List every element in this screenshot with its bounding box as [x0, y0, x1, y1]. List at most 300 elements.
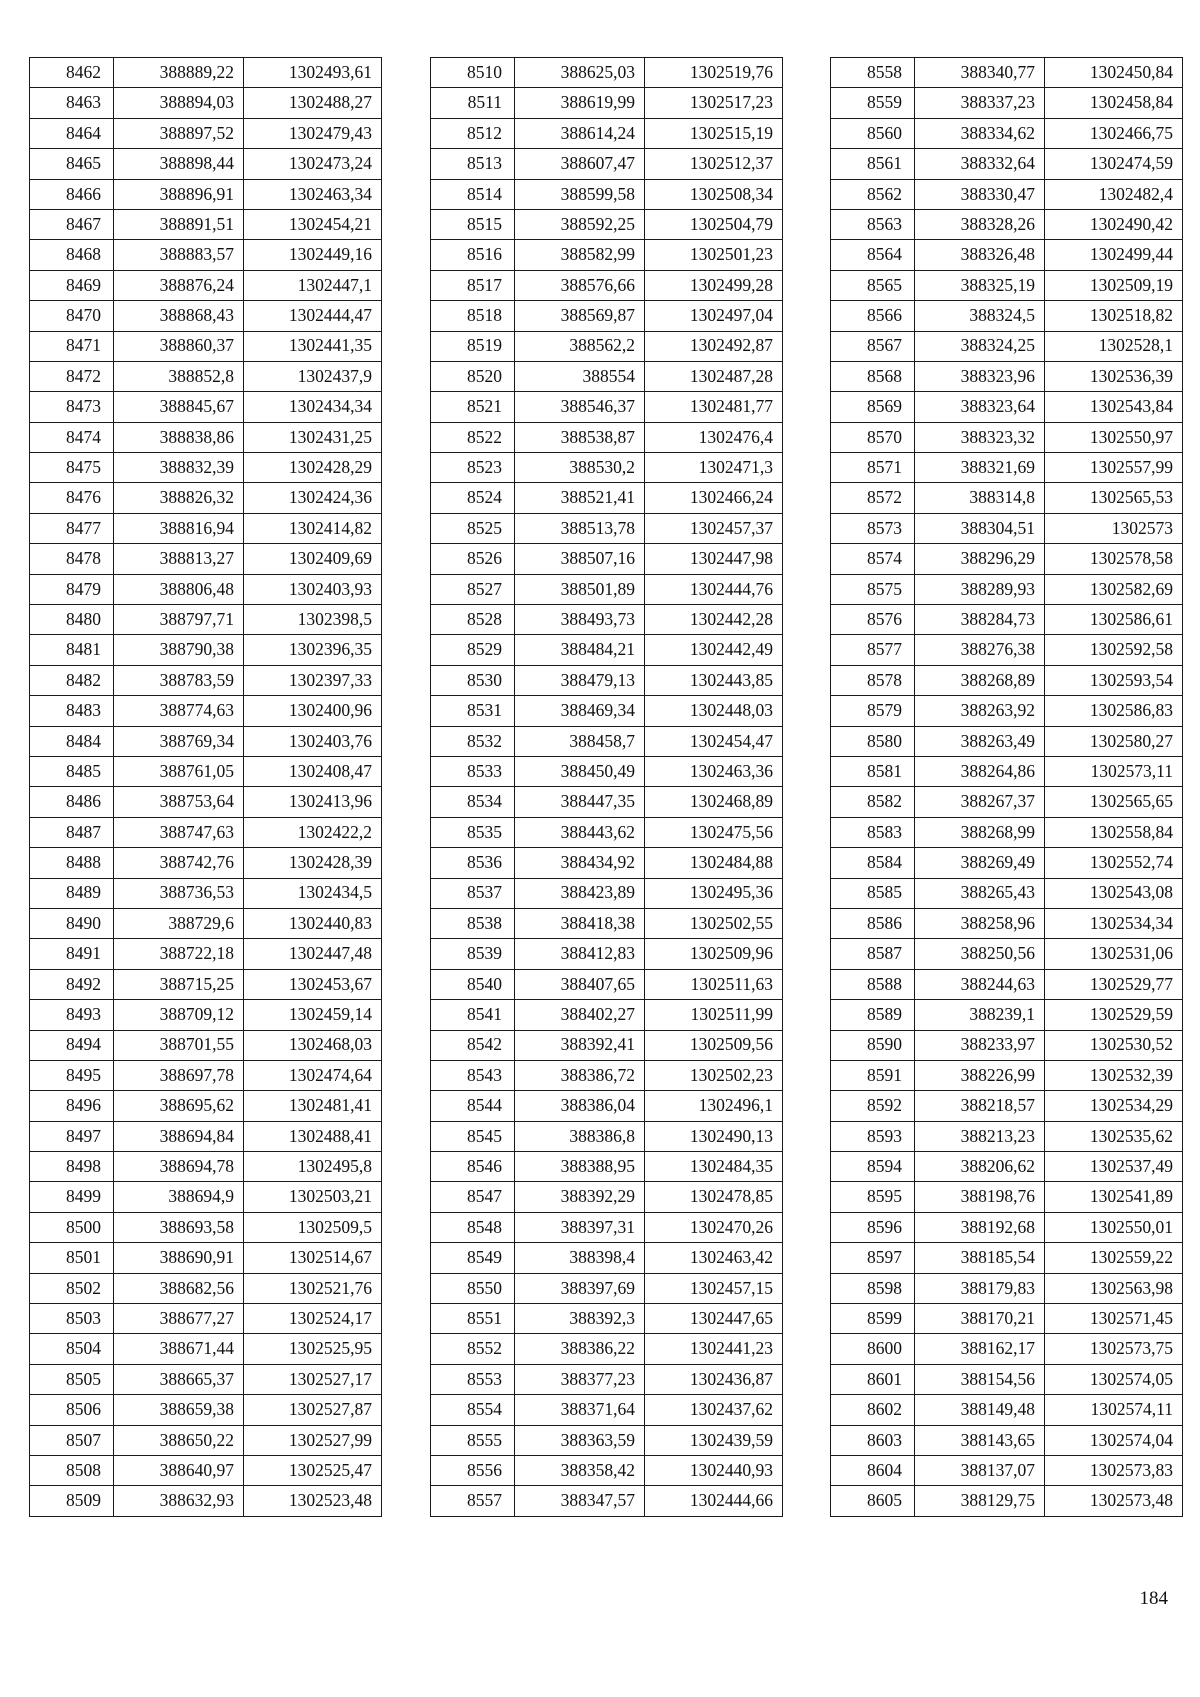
y-coordinate-cell: 1302424,36: [244, 483, 382, 513]
point-id-cell: 8535: [431, 817, 515, 847]
table-row: [431, 58, 783, 88]
table-row: [831, 1243, 1183, 1273]
table-row: [831, 726, 1183, 756]
y-coordinate-cell: 1302450,84: [1045, 58, 1183, 88]
point-id-cell: 8495: [30, 1060, 114, 1090]
y-coordinate-cell: 1302447,48: [244, 939, 382, 969]
y-coordinate-cell: 1302474,64: [244, 1060, 382, 1090]
y-coordinate-cell: 1302409,69: [244, 544, 382, 574]
point-id-cell: 8539: [431, 939, 515, 969]
x-coordinate-cell: 388650,22: [114, 1425, 244, 1455]
y-coordinate-cell: 1302573,75: [1045, 1334, 1183, 1364]
table-row: [431, 1334, 783, 1364]
table-row: [431, 726, 783, 756]
y-coordinate-cell: 1302490,42: [1045, 209, 1183, 239]
table-row: [831, 1425, 1183, 1455]
y-coordinate-cell: 1302487,28: [645, 361, 783, 391]
x-coordinate-cell: 388530,2: [515, 453, 645, 483]
x-coordinate-cell: 388377,23: [515, 1364, 645, 1394]
x-coordinate-cell: 388697,78: [114, 1060, 244, 1090]
point-id-cell: 8463: [30, 88, 114, 118]
table-row: [30, 513, 382, 543]
y-coordinate-cell: 1302517,23: [645, 88, 783, 118]
y-coordinate-cell: 1302428,29: [244, 453, 382, 483]
y-coordinate-cell: 1302543,84: [1045, 392, 1183, 422]
table-row: [831, 453, 1183, 483]
point-id-cell: 8475: [30, 453, 114, 483]
table-row: [831, 1273, 1183, 1303]
table-row: [831, 422, 1183, 452]
point-id-cell: 8527: [431, 574, 515, 604]
point-id-cell: 8519: [431, 331, 515, 361]
x-coordinate-cell: 388206,62: [915, 1152, 1045, 1182]
point-id-cell: 8497: [30, 1121, 114, 1151]
y-coordinate-cell: 1302457,37: [645, 513, 783, 543]
x-coordinate-cell: 388324,5: [915, 301, 1045, 331]
table-row: [30, 209, 382, 239]
point-id-cell: 8562: [831, 179, 915, 209]
point-id-cell: 8468: [30, 240, 114, 270]
y-coordinate-cell: 1302578,58: [1045, 544, 1183, 574]
table-row: [431, 817, 783, 847]
y-coordinate-cell: 1302509,19: [1045, 270, 1183, 300]
x-coordinate-cell: 388701,55: [114, 1030, 244, 1060]
y-coordinate-cell: 1302574,05: [1045, 1364, 1183, 1394]
table-row: [431, 1304, 783, 1334]
x-coordinate-cell: 388694,78: [114, 1152, 244, 1182]
y-coordinate-cell: 1302479,43: [244, 118, 382, 148]
x-coordinate-cell: 388198,76: [915, 1182, 1045, 1212]
table-row: [30, 1000, 382, 1030]
table-row: [831, 331, 1183, 361]
y-coordinate-cell: 1302397,33: [244, 665, 382, 695]
point-id-cell: 8584: [831, 848, 915, 878]
table-row: [431, 635, 783, 665]
table-row: [431, 1243, 783, 1273]
y-coordinate-cell: 1302511,99: [645, 1000, 783, 1030]
point-id-cell: 8471: [30, 331, 114, 361]
point-id-cell: 8522: [431, 422, 515, 452]
y-coordinate-cell: 1302586,83: [1045, 696, 1183, 726]
x-coordinate-cell: 388218,57: [915, 1091, 1045, 1121]
y-coordinate-cell: 1302444,66: [645, 1486, 783, 1516]
table-row: [30, 1395, 382, 1425]
point-id-cell: 8504: [30, 1334, 114, 1364]
point-id-cell: 8555: [431, 1425, 515, 1455]
table-row: [431, 787, 783, 817]
y-coordinate-cell: 1302454,21: [244, 209, 382, 239]
point-id-cell: 8526: [431, 544, 515, 574]
table-row: [431, 969, 783, 999]
x-coordinate-cell: 388179,83: [915, 1273, 1045, 1303]
y-coordinate-cell: 1302468,89: [645, 787, 783, 817]
table-row: [431, 1273, 783, 1303]
y-coordinate-cell: 1302501,23: [645, 240, 783, 270]
table-row: [431, 1121, 783, 1151]
table-row: [30, 422, 382, 452]
x-coordinate-cell: 388162,17: [915, 1334, 1045, 1364]
table-row: [831, 605, 1183, 635]
table-row: [30, 58, 382, 88]
y-coordinate-cell: 1302463,36: [645, 756, 783, 786]
point-id-cell: 8498: [30, 1152, 114, 1182]
point-id-cell: 8590: [831, 1030, 915, 1060]
x-coordinate-cell: 388398,4: [515, 1243, 645, 1273]
y-coordinate-cell: 1302442,28: [645, 605, 783, 635]
x-coordinate-cell: 388458,7: [515, 726, 645, 756]
y-coordinate-cell: 1302559,22: [1045, 1243, 1183, 1273]
table-row: [831, 118, 1183, 148]
y-coordinate-cell: 1302396,35: [244, 635, 382, 665]
x-coordinate-cell: 388332,64: [915, 149, 1045, 179]
y-coordinate-cell: 1302440,93: [645, 1455, 783, 1485]
table-row: [431, 544, 783, 574]
table-row: [30, 544, 382, 574]
x-coordinate-cell: 388423,89: [515, 878, 645, 908]
table-row: [30, 1273, 382, 1303]
y-coordinate-cell: 1302519,76: [645, 58, 783, 88]
x-coordinate-cell: 388263,92: [915, 696, 1045, 726]
point-id-cell: 8513: [431, 149, 515, 179]
point-id-cell: 8473: [30, 392, 114, 422]
y-coordinate-cell: 1302530,52: [1045, 1030, 1183, 1060]
table-row: [431, 1091, 783, 1121]
y-coordinate-cell: 1302448,03: [645, 696, 783, 726]
table-row: [30, 969, 382, 999]
y-coordinate-cell: 1302541,89: [1045, 1182, 1183, 1212]
table-row: [431, 908, 783, 938]
table-row: [30, 665, 382, 695]
y-coordinate-cell: 1302431,25: [244, 422, 382, 452]
x-coordinate-cell: 388690,91: [114, 1243, 244, 1273]
x-coordinate-cell: 388695,62: [114, 1091, 244, 1121]
y-coordinate-cell: 1302527,87: [244, 1395, 382, 1425]
table-row: [831, 58, 1183, 88]
x-coordinate-cell: 388334,62: [915, 118, 1045, 148]
y-coordinate-cell: 1302497,04: [645, 301, 783, 331]
point-id-cell: 8570: [831, 422, 915, 452]
y-coordinate-cell: 1302550,01: [1045, 1212, 1183, 1242]
y-coordinate-cell: 1302488,41: [244, 1121, 382, 1151]
point-id-cell: 8541: [431, 1000, 515, 1030]
point-id-cell: 8588: [831, 969, 915, 999]
point-id-cell: 8493: [30, 1000, 114, 1030]
y-coordinate-cell: 1302481,41: [244, 1091, 382, 1121]
table-row: [831, 361, 1183, 391]
table-row: [30, 878, 382, 908]
x-coordinate-cell: 388659,38: [114, 1395, 244, 1425]
point-id-cell: 8480: [30, 605, 114, 635]
x-coordinate-cell: 388328,26: [915, 209, 1045, 239]
y-coordinate-cell: 1302573: [1045, 513, 1183, 543]
x-coordinate-cell: 388267,37: [915, 787, 1045, 817]
y-coordinate-cell: 1302428,39: [244, 848, 382, 878]
point-id-cell: 8510: [431, 58, 515, 88]
y-coordinate-cell: 1302592,58: [1045, 635, 1183, 665]
point-id-cell: 8572: [831, 483, 915, 513]
x-coordinate-cell: 388479,13: [515, 665, 645, 695]
y-coordinate-cell: 1302509,56: [645, 1030, 783, 1060]
y-coordinate-cell: 1302511,63: [645, 969, 783, 999]
y-coordinate-cell: 1302473,24: [244, 149, 382, 179]
table-row: [831, 88, 1183, 118]
x-coordinate-cell: 388845,67: [114, 392, 244, 422]
x-coordinate-cell: 388407,65: [515, 969, 645, 999]
point-id-cell: 8550: [431, 1273, 515, 1303]
point-id-cell: 8520: [431, 361, 515, 391]
y-coordinate-cell: 1302481,77: [645, 392, 783, 422]
point-id-cell: 8565: [831, 270, 915, 300]
x-coordinate-cell: 388412,83: [515, 939, 645, 969]
y-coordinate-cell: 1302571,45: [1045, 1304, 1183, 1334]
table-row: [30, 908, 382, 938]
table-row: [431, 1395, 783, 1425]
table-row: [831, 1000, 1183, 1030]
x-coordinate-cell: 388682,56: [114, 1273, 244, 1303]
y-coordinate-cell: 1302509,96: [645, 939, 783, 969]
x-coordinate-cell: 388392,29: [515, 1182, 645, 1212]
table-row: [831, 756, 1183, 786]
y-coordinate-cell: 1302537,49: [1045, 1152, 1183, 1182]
table-row: [831, 1455, 1183, 1485]
y-coordinate-cell: 1302499,44: [1045, 240, 1183, 270]
y-coordinate-cell: 1302457,15: [645, 1273, 783, 1303]
point-id-cell: 8561: [831, 149, 915, 179]
table-row: [30, 331, 382, 361]
y-coordinate-cell: 1302466,75: [1045, 118, 1183, 148]
table-row: [30, 817, 382, 847]
table-row: [831, 270, 1183, 300]
point-id-cell: 8488: [30, 848, 114, 878]
x-coordinate-cell: 388507,16: [515, 544, 645, 574]
point-id-cell: 8482: [30, 665, 114, 695]
x-coordinate-cell: 388264,86: [915, 756, 1045, 786]
y-coordinate-cell: 1302488,27: [244, 88, 382, 118]
table-row: [30, 270, 382, 300]
table-row: [431, 574, 783, 604]
x-coordinate-cell: 388347,57: [515, 1486, 645, 1516]
x-coordinate-cell: 388185,54: [915, 1243, 1045, 1273]
x-coordinate-cell: 388715,25: [114, 969, 244, 999]
x-coordinate-cell: 388619,99: [515, 88, 645, 118]
table-row: [431, 1152, 783, 1182]
table-row: [431, 88, 783, 118]
x-coordinate-cell: 388592,25: [515, 209, 645, 239]
y-coordinate-cell: 1302565,53: [1045, 483, 1183, 513]
table-row: [431, 301, 783, 331]
point-id-cell: 8599: [831, 1304, 915, 1334]
x-coordinate-cell: 388386,04: [515, 1091, 645, 1121]
table-row: [431, 118, 783, 148]
y-coordinate-cell: 1302434,34: [244, 392, 382, 422]
table-row: [30, 1425, 382, 1455]
x-coordinate-cell: 388239,1: [915, 1000, 1045, 1030]
x-coordinate-cell: 388340,77: [915, 58, 1045, 88]
table-row: [30, 1364, 382, 1394]
point-id-cell: 8516: [431, 240, 515, 270]
point-id-cell: 8576: [831, 605, 915, 635]
point-id-cell: 8569: [831, 392, 915, 422]
point-id-cell: 8476: [30, 483, 114, 513]
y-coordinate-cell: 1302441,23: [645, 1334, 783, 1364]
table-row: [431, 513, 783, 543]
x-coordinate-cell: 388469,34: [515, 696, 645, 726]
y-coordinate-cell: 1302413,96: [244, 787, 382, 817]
y-coordinate-cell: 1302484,35: [645, 1152, 783, 1182]
x-coordinate-cell: 388806,48: [114, 574, 244, 604]
y-coordinate-cell: 1302535,62: [1045, 1121, 1183, 1151]
y-coordinate-cell: 1302495,8: [244, 1152, 382, 1182]
x-coordinate-cell: 388269,49: [915, 848, 1045, 878]
x-coordinate-cell: 388860,37: [114, 331, 244, 361]
table-row: [30, 635, 382, 665]
table-row: [431, 696, 783, 726]
table-row: [30, 1091, 382, 1121]
point-id-cell: 8528: [431, 605, 515, 635]
x-coordinate-cell: 388284,73: [915, 605, 1045, 635]
point-id-cell: 8553: [431, 1364, 515, 1394]
x-coordinate-cell: 388546,37: [515, 392, 645, 422]
point-id-cell: 8490: [30, 908, 114, 938]
y-coordinate-cell: 1302504,79: [645, 209, 783, 239]
point-id-cell: 8587: [831, 939, 915, 969]
x-coordinate-cell: 388388,95: [515, 1152, 645, 1182]
x-coordinate-cell: 388889,22: [114, 58, 244, 88]
point-id-cell: 8580: [831, 726, 915, 756]
x-coordinate-cell: 388897,52: [114, 118, 244, 148]
point-id-cell: 8545: [431, 1121, 515, 1151]
x-coordinate-cell: 388392,41: [515, 1030, 645, 1060]
point-id-cell: 8521: [431, 392, 515, 422]
table-row: [831, 817, 1183, 847]
y-coordinate-cell: 1302466,24: [645, 483, 783, 513]
x-coordinate-cell: 388137,07: [915, 1455, 1045, 1485]
point-id-cell: 8501: [30, 1243, 114, 1273]
y-coordinate-cell: 1302528,1: [1045, 331, 1183, 361]
point-id-cell: 8551: [431, 1304, 515, 1334]
table-row: [30, 1486, 382, 1516]
table-row: [831, 1182, 1183, 1212]
point-id-cell: 8462: [30, 58, 114, 88]
table-row: [431, 756, 783, 786]
point-id-cell: 8557: [431, 1486, 515, 1516]
point-id-cell: 8494: [30, 1030, 114, 1060]
point-id-cell: 8531: [431, 696, 515, 726]
y-coordinate-cell: 1302515,19: [645, 118, 783, 148]
table-row: [831, 1060, 1183, 1090]
point-id-cell: 8533: [431, 756, 515, 786]
point-id-cell: 8602: [831, 1395, 915, 1425]
point-id-cell: 8470: [30, 301, 114, 331]
y-coordinate-cell: 1302474,59: [1045, 149, 1183, 179]
x-coordinate-cell: 388265,43: [915, 878, 1045, 908]
point-id-cell: 8582: [831, 787, 915, 817]
x-coordinate-cell: 388358,42: [515, 1455, 645, 1485]
table-row: [431, 392, 783, 422]
y-coordinate-cell: 1302495,36: [645, 878, 783, 908]
y-coordinate-cell: 1302492,87: [645, 331, 783, 361]
y-coordinate-cell: 1302534,29: [1045, 1091, 1183, 1121]
point-id-cell: 8534: [431, 787, 515, 817]
x-coordinate-cell: 388816,94: [114, 513, 244, 543]
y-coordinate-cell: 1302458,84: [1045, 88, 1183, 118]
x-coordinate-cell: 388671,44: [114, 1334, 244, 1364]
y-coordinate-cell: 1302573,11: [1045, 756, 1183, 786]
table-row: [431, 1182, 783, 1212]
table-row: [30, 1182, 382, 1212]
point-id-cell: 8507: [30, 1425, 114, 1455]
y-coordinate-cell: 1302447,1: [244, 270, 382, 300]
x-coordinate-cell: 388371,64: [515, 1395, 645, 1425]
table-row: [30, 1060, 382, 1090]
point-id-cell: 8597: [831, 1243, 915, 1273]
point-id-cell: 8585: [831, 878, 915, 908]
x-coordinate-cell: 388883,57: [114, 240, 244, 270]
x-coordinate-cell: 388722,18: [114, 939, 244, 969]
x-coordinate-cell: 388323,64: [915, 392, 1045, 422]
table-row: [30, 939, 382, 969]
y-coordinate-cell: 1302434,5: [244, 878, 382, 908]
table-row: [831, 848, 1183, 878]
table-row: [431, 149, 783, 179]
y-coordinate-cell: 1302403,76: [244, 726, 382, 756]
point-id-cell: 8478: [30, 544, 114, 574]
table-row: [431, 209, 783, 239]
point-id-cell: 8491: [30, 939, 114, 969]
x-coordinate-cell: 388226,99: [915, 1060, 1045, 1090]
point-id-cell: 8489: [30, 878, 114, 908]
y-coordinate-cell: 1302436,87: [645, 1364, 783, 1394]
point-id-cell: 8500: [30, 1212, 114, 1242]
table-row: [30, 301, 382, 331]
point-id-cell: 8560: [831, 118, 915, 148]
table-row: [30, 1152, 382, 1182]
y-coordinate-cell: 1302422,2: [244, 817, 382, 847]
x-coordinate-cell: 388154,56: [915, 1364, 1045, 1394]
point-id-cell: 8499: [30, 1182, 114, 1212]
table-row: [30, 1212, 382, 1242]
y-coordinate-cell: 1302557,99: [1045, 453, 1183, 483]
point-id-cell: 8563: [831, 209, 915, 239]
y-coordinate-cell: 1302527,17: [244, 1364, 382, 1394]
x-coordinate-cell: 388192,68: [915, 1212, 1045, 1242]
x-coordinate-cell: 388614,24: [515, 118, 645, 148]
table-row: [831, 1395, 1183, 1425]
table-row: [30, 1334, 382, 1364]
y-coordinate-cell: 1302400,96: [244, 696, 382, 726]
table-row: [30, 1304, 382, 1334]
table-row: [30, 179, 382, 209]
x-coordinate-cell: 388513,78: [515, 513, 645, 543]
point-id-cell: 8537: [431, 878, 515, 908]
y-coordinate-cell: 1302463,42: [645, 1243, 783, 1273]
x-coordinate-cell: 388386,8: [515, 1121, 645, 1151]
x-coordinate-cell: 388736,53: [114, 878, 244, 908]
table-row: [30, 88, 382, 118]
y-coordinate-cell: 1302521,76: [244, 1273, 382, 1303]
point-id-cell: 8532: [431, 726, 515, 756]
point-id-cell: 8479: [30, 574, 114, 604]
y-coordinate-cell: 1302408,47: [244, 756, 382, 786]
point-id-cell: 8596: [831, 1212, 915, 1242]
point-id-cell: 8477: [30, 513, 114, 543]
x-coordinate-cell: 388569,87: [515, 301, 645, 331]
y-coordinate-cell: 1302550,97: [1045, 422, 1183, 452]
x-coordinate-cell: 388761,05: [114, 756, 244, 786]
x-coordinate-cell: 388250,56: [915, 939, 1045, 969]
point-id-cell: 8466: [30, 179, 114, 209]
table-row: [831, 1304, 1183, 1334]
